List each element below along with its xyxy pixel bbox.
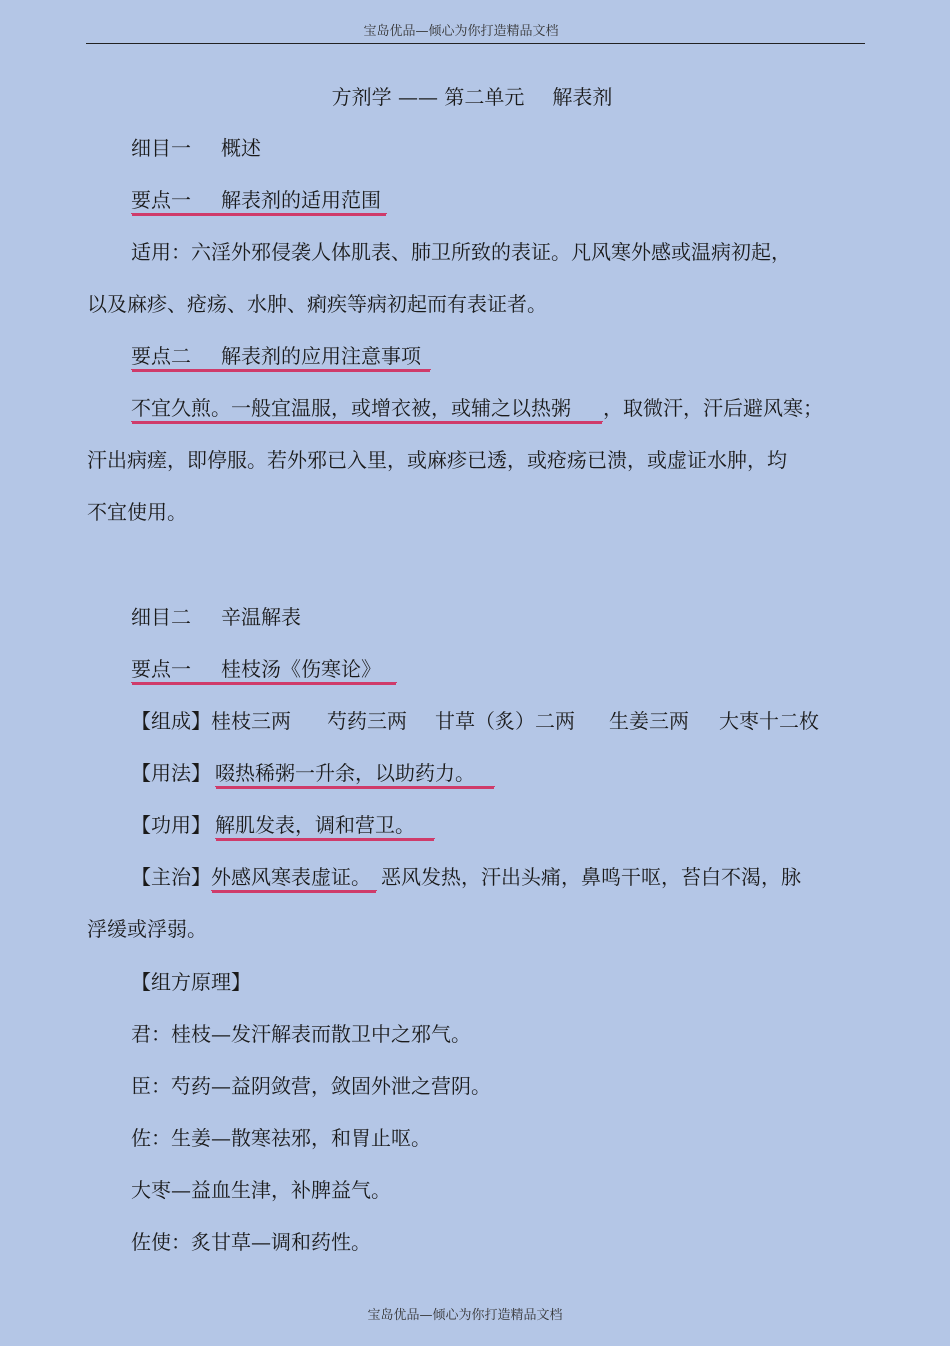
section1-point1-heading [131, 186, 387, 214]
section2-label: 细目二 [131, 605, 191, 629]
composition-item: 生姜三两 [609, 709, 689, 733]
section1-point1-para-line2: 以及麻疹、疮疡、水肿、痢疾等病初起而有表证者。 [87, 292, 547, 316]
section1-heading [131, 134, 261, 162]
section1-point2-label: 要点二 [131, 344, 191, 368]
composition-label: 【组成】 [131, 709, 211, 733]
section1-text: 概述 [221, 136, 261, 160]
section1-point2-underline [131, 344, 431, 370]
section1-point1-underline [131, 188, 387, 214]
usage-underline [215, 761, 495, 787]
section2-heading [131, 603, 301, 631]
section1-point1-label: 要点一 [131, 188, 191, 212]
composition-item: 甘草（炙）二两 [435, 709, 575, 733]
principle-line: 臣：芍药—益阴敛营，敛固外泄之营阴。 [131, 1074, 491, 1098]
principle-line: 佐：生姜—散寒祛邪，和胃止呕。 [131, 1126, 431, 1150]
section2-text: 辛温解表 [221, 605, 301, 629]
section1-point1-para-line1: 适用：六淫外邪侵袭人体肌表、肺卫所致的表证。凡风寒外感或温病初起， [131, 240, 791, 264]
function-line [131, 811, 435, 839]
section1-point1-text: 解表剂的适用范围 [221, 188, 381, 212]
section2-point1-underline [131, 657, 397, 683]
section1-point2-para-line2: 汗出病瘥，即停服。若外邪已入里，或麻疹已透，或疮疡已溃，或虚证水肿，均 [87, 448, 787, 472]
function-underline [215, 813, 435, 839]
principle-label: 【组方原理】 [131, 970, 251, 994]
section1-point2-para-underlined-text: 不宜久煎。一般宜温服，或增衣被，或辅之以热粥 [131, 396, 571, 420]
usage-text: 啜热稀粥一升余，以助药力。 [215, 761, 475, 785]
indication-label: 【主治】 [131, 865, 211, 889]
indication-rest: 恶风发热，汗出头痛，鼻鸣干呕，苔白不渴，脉 [381, 865, 801, 889]
section1-point2-para-underline [131, 396, 603, 422]
indication-underline [211, 865, 377, 891]
usage-label: 【用法】 [131, 761, 211, 785]
principle-line: 君：桂枝—发汗解表而散卫中之邪气。 [131, 1022, 471, 1046]
usage-line [131, 759, 495, 787]
page-title [0, 83, 944, 111]
composition-item: 芍药三两 [327, 709, 407, 733]
indication-underlined-text: 外感风寒表虚证。 [211, 865, 371, 889]
header-rule [86, 43, 865, 44]
running-footer: 宝岛优品—倾心为你打造精品文档 [367, 1308, 563, 1323]
section1-point2-para-line3: 不宜使用。 [87, 500, 187, 524]
composition-item: 大枣十二枚 [719, 709, 819, 733]
section1-point2-para-rest: ，取微汗，汗后避风寒； [603, 396, 823, 420]
indication-line1 [131, 863, 801, 891]
section2-point1-text: 桂枝汤《伤寒论》 [221, 657, 381, 681]
section1-label: 细目一 [131, 136, 191, 160]
section1-point2-text: 解表剂的应用注意事项 [221, 344, 421, 368]
principle-line: 大枣—益血生津，补脾益气。 [131, 1178, 391, 1202]
composition-item: 桂枝三两 [211, 709, 291, 733]
section2-point1-heading [131, 655, 397, 683]
function-text: 解肌发表，调和营卫。 [215, 813, 415, 837]
function-label: 【功用】 [131, 813, 211, 837]
indication-line2: 浮缓或浮弱。 [87, 917, 207, 941]
running-header: 宝岛优品—倾心为你打造精品文档 [363, 24, 559, 39]
section1-point2-heading [131, 342, 431, 370]
principle-line: 佐使：炙甘草—调和药性。 [131, 1230, 371, 1254]
composition-line [131, 707, 819, 735]
section1-point2-para-line1 [131, 394, 823, 422]
section2-point1-label: 要点一 [131, 657, 191, 681]
page-title-right: 解表剂 [552, 85, 613, 109]
page-title-left: 方剂学 —— 第二单元 [331, 85, 525, 109]
